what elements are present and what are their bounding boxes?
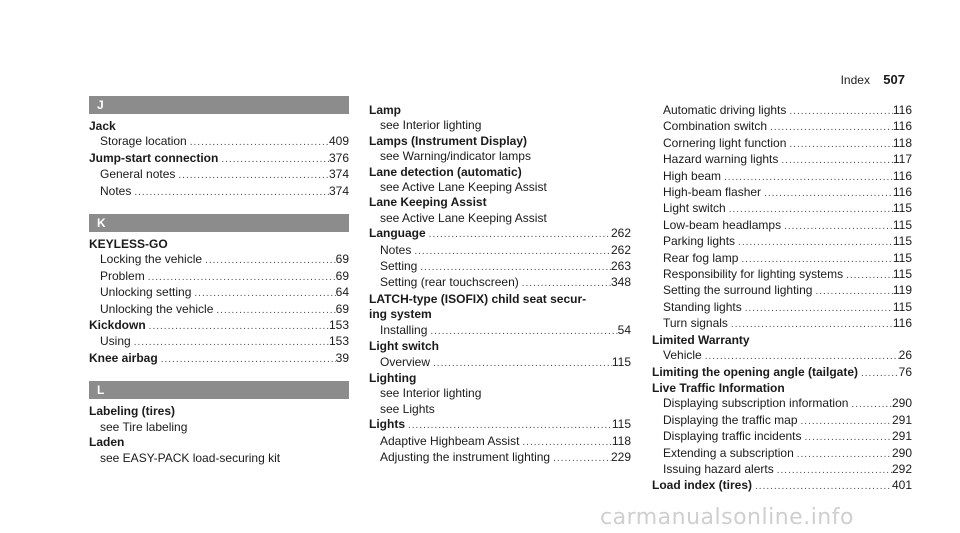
subentry: Notes ..... 374 xyxy=(89,184,349,200)
subentry: High beam ..... 116 xyxy=(652,169,912,185)
subentry: Issuing hazard alerts ..... 292 xyxy=(652,462,912,478)
subentry: Unlocking the vehicle ..... 69 xyxy=(89,302,349,318)
entry-lighting: Lighting xyxy=(369,370,417,385)
subentry: Overview ..... 115 xyxy=(369,355,631,371)
see-reference: see Interior lighting xyxy=(380,386,482,401)
subentry: Storage location ..... 409 xyxy=(89,134,349,150)
subentry: Vehicle ..... 26 xyxy=(652,348,912,364)
letter-heading-j: J xyxy=(89,96,349,114)
subentry: Displaying subscription information ..... 290 xyxy=(652,396,912,412)
subentry: Adaptive Highbeam Assist ..... 118 xyxy=(369,434,631,450)
see-reference: see EASY-PACK load-securing kit xyxy=(100,450,281,465)
entry-limited-warranty: Limited Warranty xyxy=(652,332,750,347)
entry-lane-detection: Lane detection (automatic) xyxy=(369,164,522,179)
page-number: 507 xyxy=(883,72,905,87)
subentry: General notes ..... 374 xyxy=(89,167,349,183)
subentry: Light switch ..... 115 xyxy=(652,201,912,217)
subentry: Using ..... 153 xyxy=(89,334,349,350)
subentry: Problem ..... 69 xyxy=(89,269,349,285)
subentry: Standing lights ..... 115 xyxy=(652,300,912,316)
entry-light-switch: Light switch xyxy=(369,339,439,354)
entry-load-index: Load index (tires) ..... 401 xyxy=(652,478,912,494)
subentry: Notes ..... 262 xyxy=(369,243,631,259)
subentry: Installing ..... 54 xyxy=(369,323,631,339)
entry-live-traffic: Live Traffic Information xyxy=(652,380,785,395)
see-reference: see Active Lane Keeping Assist xyxy=(380,180,547,195)
lights-subentries xyxy=(652,103,912,333)
subentry: Setting (rear touchscreen) ..... 348 xyxy=(369,275,631,291)
subentry: Low-beam headlamps ..... 115 xyxy=(652,218,912,234)
see-reference: see Interior lighting xyxy=(380,118,482,133)
entry-jack: Jack xyxy=(89,119,116,133)
see-reference: see Warning/indicator lamps xyxy=(380,149,531,164)
subentry: Hazard warning lights ..... 117 xyxy=(652,152,912,168)
entry-jump-start: Jump-start connection ..... 376 xyxy=(89,151,349,167)
letter-heading-k: K xyxy=(89,214,349,232)
subentry: High-beam flasher ..... 116 xyxy=(652,185,912,201)
section-label: Index xyxy=(840,73,870,87)
entry-laden: Laden xyxy=(89,435,125,450)
subentry: Cornering light function ..... 118 xyxy=(652,136,912,152)
watermark: carmanualsonline.info xyxy=(600,505,854,530)
entry-limiting-angle: Limiting the opening angle (tailgate) ..... 76 xyxy=(652,365,912,381)
index-column-3 xyxy=(652,103,912,495)
entry-language: Language ..... 262 xyxy=(369,226,631,242)
subentry: Displaying the traffic map ..... 291 xyxy=(652,413,912,429)
see-reference: see Tire labeling xyxy=(100,419,188,434)
entry-knee-airbag: Knee airbag ..... 39 xyxy=(89,351,349,367)
subentry: Combination switch ..... 116 xyxy=(652,119,912,135)
letter-heading-l: L xyxy=(89,381,349,399)
entry-latch: LATCH-type (ISOFIX) child seat secur- xyxy=(369,291,587,306)
subentry: Displaying traffic incidents ..... 291 xyxy=(652,429,912,445)
subentry: Adjusting the instrument lighting ..... 229 xyxy=(369,450,631,466)
entry-lamp: Lamp xyxy=(369,103,402,117)
subentry: Automatic driving lights ..... 116 xyxy=(652,103,912,119)
subentry: Rear fog lamp ..... 115 xyxy=(652,251,912,267)
subentry: Parking lights ..... 115 xyxy=(652,234,912,250)
entry-labeling: Labeling (tires) xyxy=(89,404,176,419)
subentry: Setting the surround lighting ..... 119 xyxy=(652,283,912,299)
subentry: Responsibility for lighting systems ..... 115 xyxy=(652,267,912,283)
subentry: Unlocking setting ..... 64 xyxy=(89,285,349,301)
subentry: Locking the vehicle ..... 69 xyxy=(89,252,349,268)
page-header xyxy=(841,72,905,87)
entry-kickdown: Kickdown ..... 153 xyxy=(89,318,349,334)
subentry: Extending a subscription ..... 290 xyxy=(652,446,912,462)
index-column-2 xyxy=(369,103,631,466)
entry-latch-cont: ing system xyxy=(369,307,432,322)
subentry: Turn signals ..... 116 xyxy=(652,316,912,332)
index-column-1 xyxy=(89,96,349,466)
entry-keyless-go: KEYLESS-GO xyxy=(89,237,168,252)
see-reference: see Active Lane Keeping Assist xyxy=(380,210,547,225)
subentry: Setting ..... 263 xyxy=(369,259,631,275)
entry-lights: Lights ..... 115 xyxy=(369,417,631,433)
entry-lamps-instrument: Lamps (Instrument Display) xyxy=(369,133,528,148)
entry-lane-keeping: Lane Keeping Assist xyxy=(369,195,487,210)
see-reference: see Lights xyxy=(380,401,435,416)
